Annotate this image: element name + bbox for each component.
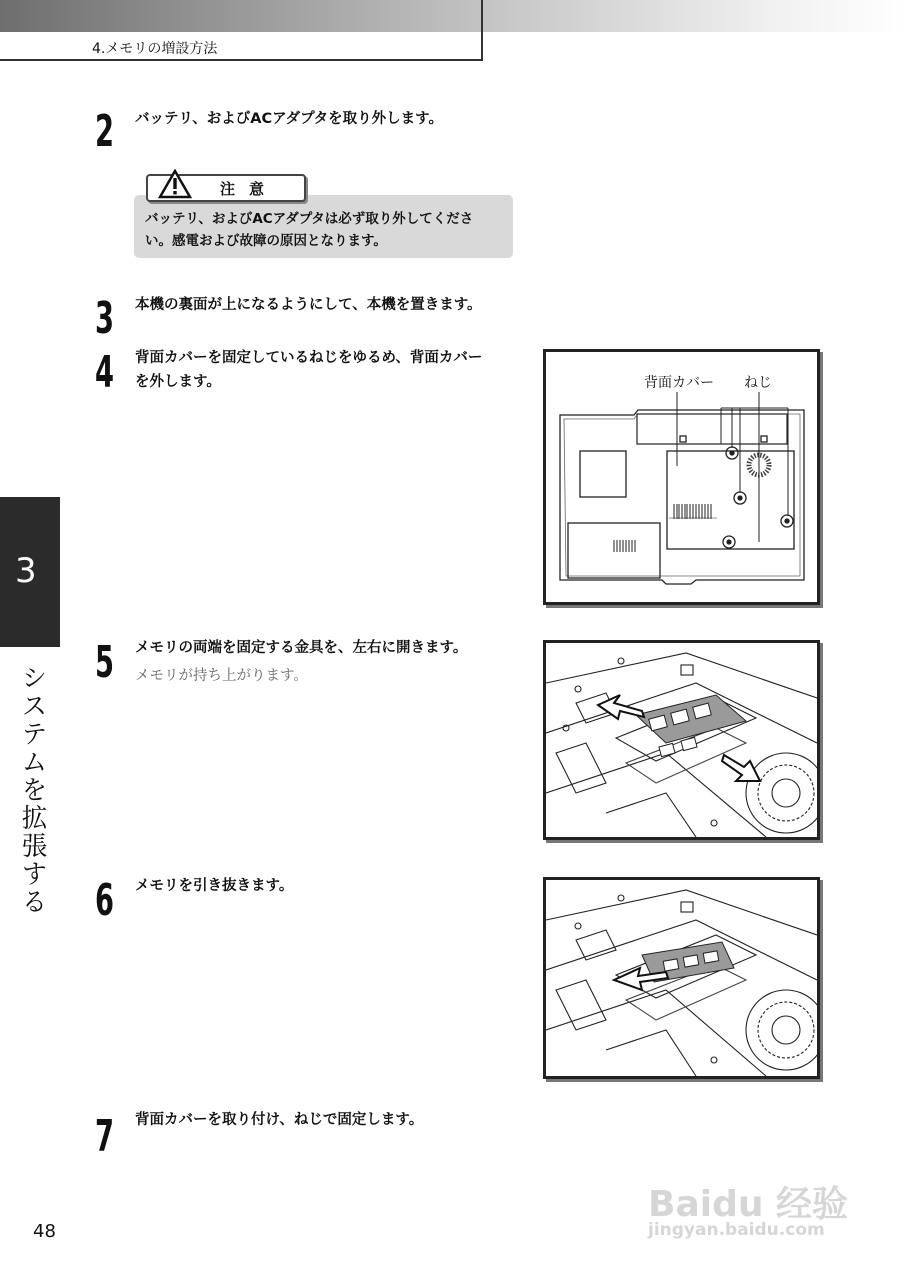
section-title: 4.メモリの増設方法 (92, 41, 218, 57)
chapter-title: システムを拡張する (17, 664, 47, 916)
step-4-line-2: を外します。 (135, 374, 221, 390)
step-number-2: 2 (95, 106, 114, 157)
step-4-text (135, 346, 482, 394)
chapter-number: 3 (15, 551, 37, 591)
watermark-url: jingyan.baidu.com (648, 1220, 825, 1240)
figure-open-clips (543, 640, 820, 840)
remove-memory-illustration (546, 880, 817, 1076)
step-5-subtext: メモリが持ち上がります。 (135, 668, 308, 684)
step-number-5: 5 (95, 637, 114, 688)
step-number-6: 6 (95, 875, 114, 926)
label-screw: ねじ (744, 375, 772, 391)
step-5-text: メモリの両端を固定する金具を、左右に開きます。 (135, 640, 468, 656)
step-2-text: バッテリ、およびACアダプタを取り外します。 (135, 111, 443, 127)
step-number-4: 4 (95, 347, 114, 398)
caution-label: 注意 (220, 180, 279, 198)
warning-icon (158, 169, 192, 199)
header-box (0, 0, 483, 61)
figure-laptop-bottom (543, 349, 820, 605)
step-4-line-1: 背面カバーを固定しているねじをゆるめ、背面カバー (135, 350, 483, 366)
step-3-text: 本機の裏面が上になるようにして、本機を置きます。 (135, 297, 482, 313)
step-number-7: 7 (95, 1111, 114, 1162)
watermark-brand: Baidu 经验 (648, 1184, 849, 1225)
step-6-text: メモリを引き抜きます。 (135, 878, 294, 894)
label-back-cover: 背面カバー (644, 375, 714, 391)
memory-clips-illustration (546, 643, 817, 837)
figure-remove-memory (543, 877, 820, 1079)
step-7-text: 背面カバーを取り付け、ねじで固定します。 (135, 1112, 424, 1128)
step-number-3: 3 (95, 293, 114, 344)
caution-line-1: バッテリ、およびACアダプタは必ず取り外してくださ (145, 211, 474, 227)
caution-text (145, 208, 507, 252)
page-number: 48 (33, 1221, 56, 1242)
caution-line-2: い。感電および故障の原因となります。 (145, 233, 387, 249)
